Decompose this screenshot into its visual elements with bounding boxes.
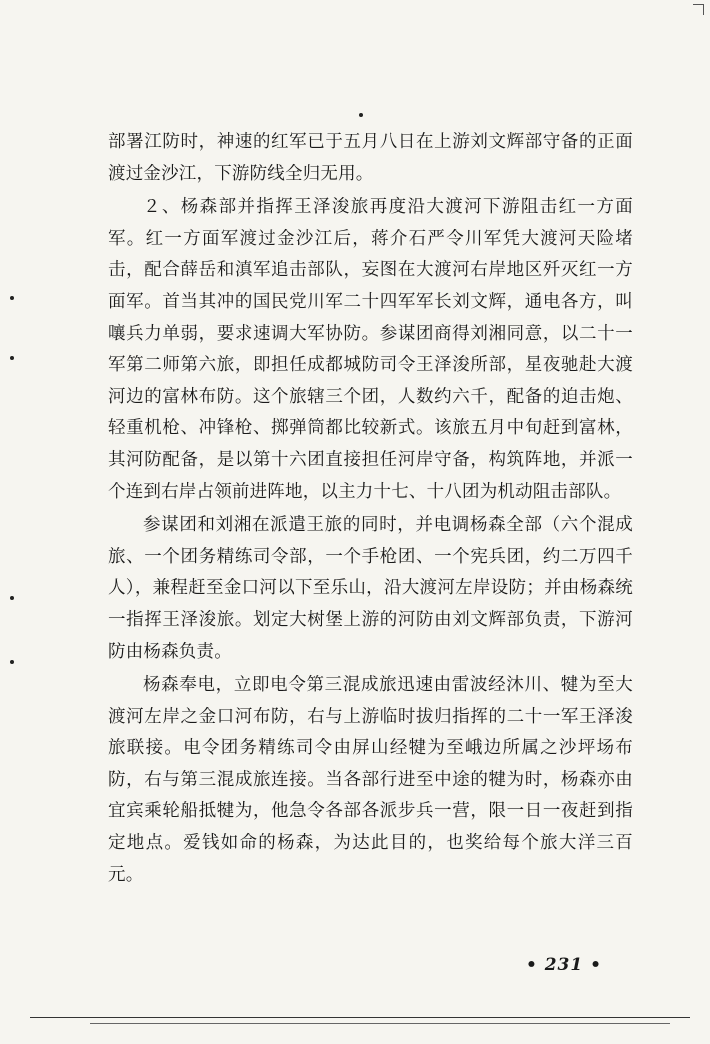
corner-mark — [693, 4, 704, 15]
paragraph: 杨森奉电，立即电令第三混成旅迅速由雷波经沐川、犍为至大渡河左岸之金口河布防，右与上游临时拔归指挥的二十一军王泽浚旅联接。电令团务精练司令由屏山经犍为至峨边所属之沙坪场布防，右与第三混成旅连接。当各部行进至中途的犍为时，杨森亦由宜宾乘轮船抵犍为，他急令各部各派步兵一营，限一日一夜赶到指定地点。爱钱如命的杨森，为达此目的，也奖给每个旅大洋三百元。 — [108, 675, 633, 885]
body-text — [108, 127, 633, 893]
paragraph: 参谋团和刘湘在派遣王旅的同时，并电调杨森全部（六个混成旅、一个团务精练司令部，一个手枪团、一个宪兵团，约二万四千人），兼程赶至金口河以下至乐山，沿大渡河左岸设防；并由杨森统一指挥王泽浚旅。划定大树堡上游的河防由刘文辉部负责，下游河防由杨森负责。 — [108, 515, 633, 662]
margin-dot — [10, 660, 14, 664]
paragraph: ２、杨森部并指挥王泽浚旅再度沿大渡河下游阻击红一方面军。红一方面军渡过金沙江后，蒋介石严令川军凭大渡河天险堵击，配合薛岳和滇军追击部队，妄图在大渡河右岸地区歼灭红一方面军。首当其冲的国民党川军二十四军军长刘文辉，通电各方，叫嚷兵力单弱，要求速调大军协防。参谋团商得刘湘同意，以二十一军第二师第六旅，即担任成都城防司令王泽浚所部，星夜驰赴大渡河边的富林布防。这个旅辖三个团，人数约六千，配备的迫击炮、轻重机枪、冲锋枪、掷弹筒都比较新式。该旅五月中旬赶到富林，其河防配备，是以第十六团直接担任河岸守备，构筑阵地，并派一个连到右岸占领前进阵地，以主力十七、十八团为机动阻击部队。 — [108, 197, 633, 502]
bottom-rule — [30, 1017, 690, 1018]
margin-dot — [10, 596, 14, 600]
margin-dot — [359, 113, 363, 117]
paragraph: 部署江防时，神速的红军已于五月八日在上游刘文辉部守备的正面渡过金沙江，下游防线全归无用。 — [108, 132, 633, 184]
bottom-rule-thin — [90, 1023, 670, 1024]
margin-dot — [10, 356, 14, 360]
margin-dot — [10, 296, 14, 300]
page-number: • 231 • — [525, 955, 602, 975]
